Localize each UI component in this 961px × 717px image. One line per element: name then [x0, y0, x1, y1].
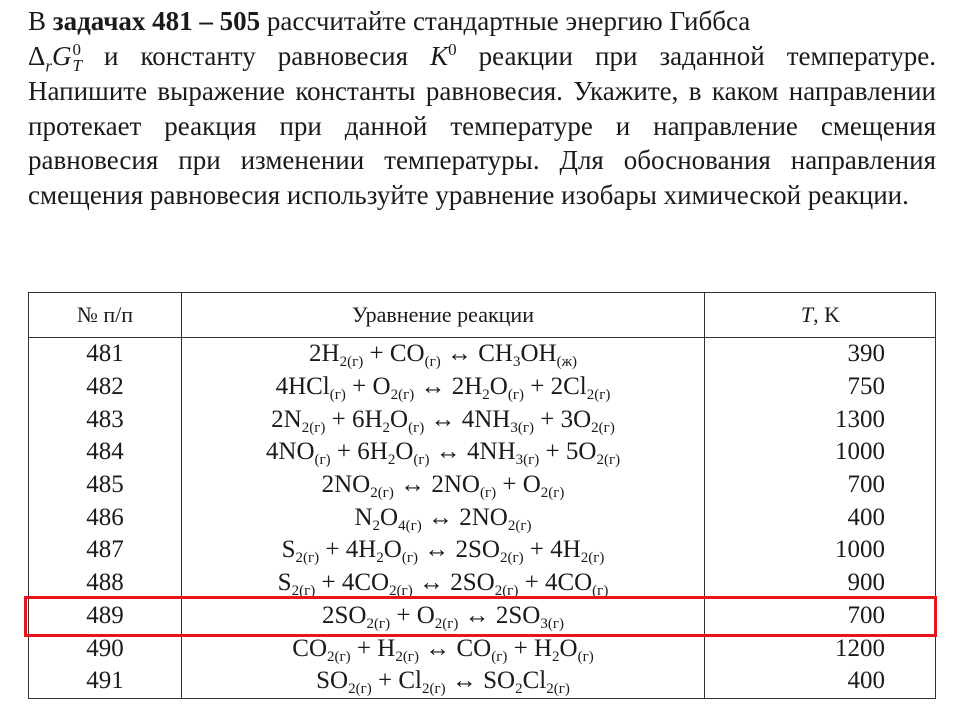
equation-segment: ↔ 2SO — [418, 536, 500, 564]
equation-segment: + 6H — [325, 405, 383, 433]
equation-subscript: (ж) — [556, 354, 577, 371]
header-number: № п/п — [29, 293, 182, 338]
intro-text: рассчитайте стандартные энергию Гиббса — [260, 6, 751, 36]
reaction-equation — [182, 338, 705, 371]
table-body — [29, 338, 936, 699]
equation-segment: + 6H — [330, 438, 388, 466]
row-number: 486 — [29, 501, 182, 534]
equation-segment: + 3O — [534, 405, 592, 433]
equation-subscript: (г) — [329, 387, 346, 404]
table-row — [29, 436, 936, 469]
equation-subscript: 2 — [482, 387, 490, 404]
g-indices — [73, 42, 82, 74]
row-temperature: 900 — [705, 567, 936, 600]
equation-segment: ↔ CO — [418, 634, 492, 662]
equation-segment: SO — [316, 667, 349, 695]
table-row — [29, 469, 936, 502]
task-description — [28, 4, 936, 212]
k-superscript: 0 — [448, 39, 457, 59]
row-number: 481 — [29, 338, 182, 371]
equation-subscript: 3(г) — [510, 419, 535, 436]
equation-segment: + H — [507, 634, 553, 662]
equation-segment: ↔ CH — [440, 340, 513, 368]
equation-subscript: 2(г) — [301, 419, 326, 436]
reaction-equation — [182, 501, 705, 534]
equation-subscript: 2(г) — [339, 354, 364, 371]
equation-subscript: 2(г) — [390, 387, 415, 404]
table-row — [29, 338, 936, 371]
equation-subscript: 3 — [512, 354, 521, 371]
row-temperature: 750 — [705, 371, 936, 404]
row-temperature: 1200 — [705, 632, 936, 665]
reaction-equation — [182, 600, 705, 633]
row-temperature: 1000 — [705, 436, 936, 469]
temperature-symbol: T — [800, 302, 814, 327]
equation-subscript: 2(г) — [494, 583, 519, 600]
temperature-unit: , K — [813, 302, 841, 327]
equation-subscript: (г) — [577, 648, 594, 665]
equation-subscript: (г) — [424, 354, 441, 371]
equation-segment: + 2Cl — [524, 373, 587, 401]
equation-subscript: 2(г) — [596, 452, 621, 469]
intro-text-end: реакции при заданной температуре. Напишите выражение константы равновесия. Укажите, в каком направлении протекает реакция при данной температуре и направление смещения равновесия при изменении температуры. Для обоснования направления смещения равновесия используйте уравнение изобары химической реакции. — [28, 40, 936, 210]
reaction-equation — [182, 371, 705, 404]
reaction-equation — [182, 403, 705, 436]
equation-subscript: 2(г) — [395, 648, 419, 665]
equation-segment: ↔ SO — [445, 667, 516, 695]
row-temperature: 700 — [705, 469, 936, 502]
reaction-equation — [182, 665, 705, 698]
row-temperature: 400 — [705, 665, 936, 698]
equation-segment: 2SO — [321, 601, 367, 629]
equation-segment: ↔ 2NO — [393, 471, 480, 499]
reactions-table — [28, 292, 936, 699]
equation-segment: 4HCl — [275, 373, 330, 401]
equation-segment: ↔ 2SO — [458, 601, 541, 629]
equation-subscript: 2(г) — [370, 485, 394, 502]
table-row — [29, 632, 936, 665]
row-number: 483 — [29, 403, 182, 436]
reaction-equation — [182, 436, 705, 469]
reaction-equation — [182, 567, 705, 600]
equation-segment: N — [354, 503, 373, 531]
equation-segment: O — [559, 634, 578, 662]
equation-subscript: 2(г) — [586, 387, 611, 404]
equation-subscript: 2 — [552, 648, 560, 665]
equation-segment: O — [489, 373, 508, 401]
equation-segment: + O — [390, 601, 435, 629]
equation-subscript: 2(г) — [499, 550, 524, 567]
equation-subscript: 4(г) — [398, 517, 422, 534]
row-number: 489 — [29, 600, 182, 633]
reaction-equation — [182, 469, 705, 502]
row-number: 487 — [29, 534, 182, 567]
equation-segment: ↔ 2H — [414, 373, 483, 401]
equation-subscript: 2(г) — [507, 517, 532, 534]
row-number: 482 — [29, 371, 182, 404]
equation-segment: 2N — [271, 405, 302, 433]
intro-text-start: В — [28, 6, 53, 36]
row-number: 484 — [29, 436, 182, 469]
equation-subscript: 2 — [376, 550, 384, 567]
equation-subscript: 2 — [387, 452, 396, 469]
equation-subscript: 2(г) — [546, 681, 570, 698]
table-row — [29, 371, 936, 404]
equation-subscript: 3(г) — [540, 615, 565, 632]
row-number: 485 — [29, 469, 182, 502]
equation-subscript: 2(г) — [348, 681, 372, 698]
equation-subscript: (г) — [314, 452, 331, 469]
equation-segment: 2H — [309, 340, 340, 368]
table-row — [29, 665, 936, 698]
equation-segment: + H — [350, 634, 396, 662]
row-temperature: 390 — [705, 338, 936, 371]
equation-subscript: 2(г) — [434, 615, 459, 632]
g-superscript: 0 — [72, 40, 81, 60]
equation-segment: + O — [345, 373, 391, 401]
equation-subscript: (г) — [408, 419, 425, 436]
equation-segment: + 4CO — [315, 569, 390, 597]
table-row — [29, 501, 936, 534]
equation-subscript: (г) — [491, 648, 508, 665]
equation-segment: S — [281, 536, 296, 564]
equation-segment: O — [395, 438, 414, 466]
delta-glyph: Δ — [28, 40, 46, 71]
equation-segment: Cl — [522, 667, 547, 695]
table-row — [29, 567, 936, 600]
table-row — [29, 403, 936, 436]
intro-text-mid: и константу равновесия — [81, 40, 431, 71]
equation-subscript: 2(г) — [591, 419, 615, 436]
equation-subscript: 2(г) — [421, 681, 446, 698]
gibbs-energy-symbol — [28, 40, 82, 76]
task-range: задачах 481 – 505 — [52, 6, 261, 36]
equation-subscript: 3(г) — [515, 452, 540, 469]
reaction-equation — [182, 632, 705, 665]
equation-subscript: (г) — [507, 387, 525, 404]
delta-subscript: r — [45, 55, 52, 75]
header-equation: Уравнение реакции — [182, 293, 705, 338]
equation-segment: + CO — [363, 340, 425, 368]
table-header-row — [29, 293, 936, 338]
equation-segment: + 4H — [319, 536, 377, 564]
equation-segment: CO — [292, 634, 327, 662]
k-glyph: K — [430, 40, 449, 71]
equation-segment: + Cl — [371, 667, 422, 695]
equation-subscript: 2(г) — [580, 550, 605, 567]
equation-segment: + 4H — [523, 536, 581, 564]
reaction-equation — [182, 534, 705, 567]
equation-subscript: 2(г) — [389, 583, 413, 600]
equation-segment: O — [380, 503, 399, 531]
equation-subscript: 2(г) — [366, 615, 391, 632]
row-number: 490 — [29, 632, 182, 665]
row-number: 488 — [29, 567, 182, 600]
row-number: 491 — [29, 665, 182, 698]
equation-subscript: (г) — [413, 452, 430, 469]
equation-subscript: 2(г) — [291, 583, 316, 600]
header-temperature — [705, 293, 936, 338]
equation-subscript: 2(г) — [540, 485, 565, 502]
equation-subscript: 2 — [515, 681, 523, 698]
equation-segment: O — [383, 536, 402, 564]
equation-segment: OH — [520, 340, 557, 368]
g-subscript: T — [72, 56, 82, 76]
table-row — [29, 600, 936, 633]
equation-segment: O — [390, 405, 409, 433]
equation-subscript: 2 — [372, 517, 381, 534]
equation-subscript: (г) — [592, 583, 609, 600]
equation-segment: ↔ 4NH — [424, 405, 511, 433]
equation-segment: 4NO — [265, 438, 315, 466]
equation-segment: ↔ 2SO — [412, 569, 495, 597]
table-row — [29, 534, 936, 567]
equation-subscript: (г) — [479, 485, 497, 502]
equation-segment: + O — [496, 471, 541, 499]
equation-subscript: 2 — [382, 419, 391, 436]
row-temperature: 1000 — [705, 534, 936, 567]
equation-segment: + 5O — [539, 438, 597, 466]
equation-subscript: (г) — [401, 550, 418, 567]
row-temperature: 400 — [705, 501, 936, 534]
g-glyph: G — [52, 40, 72, 71]
equation-segment: ↔ 4NH — [429, 438, 516, 466]
row-temperature: 700 — [705, 600, 936, 633]
equation-subscript: 2(г) — [295, 550, 320, 567]
equation-segment: ↔ 2NO — [421, 503, 508, 531]
equation-subscript: 2(г) — [327, 648, 351, 665]
row-temperature: 1300 — [705, 403, 936, 436]
equation-segment: S — [277, 569, 292, 597]
equation-segment: 2NO — [321, 471, 371, 499]
equation-segment: + 4CO — [518, 569, 593, 597]
